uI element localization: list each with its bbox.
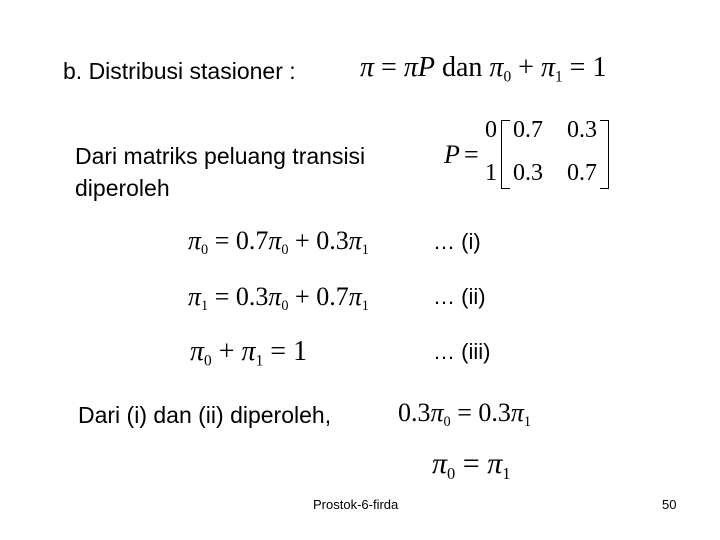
matrix-p-label: P bbox=[444, 140, 460, 169]
coefficient: 0.3 bbox=[478, 398, 511, 427]
subscript: 0 bbox=[503, 68, 512, 86]
stationary-equation bbox=[360, 52, 606, 84]
subscript: 1 bbox=[554, 68, 563, 86]
coefficient: 0.7 bbox=[316, 282, 349, 311]
coefficient: 0.3 bbox=[398, 398, 431, 427]
subscript: 0 bbox=[201, 242, 209, 258]
matrix-right-bracket bbox=[600, 120, 609, 189]
matrix-intro-line2: diperoleh bbox=[75, 175, 170, 201]
page-number: 50 bbox=[662, 497, 677, 512]
dan-word: dan bbox=[441, 52, 483, 83]
coefficient: 0.3 bbox=[235, 282, 269, 311]
equals-sign: = bbox=[569, 52, 586, 83]
one-value: 1 bbox=[592, 52, 607, 83]
equation-iii: $\pi_0 + \pi_1 = 1$ bbox=[190, 336, 308, 370]
matrix-left-bracket bbox=[501, 120, 510, 189]
matrix-cell: 0.3 bbox=[567, 117, 597, 143]
footer-source: Prostok-6-firda bbox=[313, 497, 399, 512]
matrix-cell: 0.7 bbox=[567, 160, 597, 186]
subscript: 1 bbox=[361, 298, 369, 314]
coefficient: 0.7 bbox=[235, 226, 269, 255]
pi-symbol: π bbox=[540, 52, 555, 83]
heading-text: b. Distribusi stasioner : bbox=[63, 58, 296, 84]
pi-symbol: π bbox=[489, 52, 504, 83]
subscript: 1 bbox=[523, 414, 532, 430]
conclusion-equation-1: $0.3\pi_0 = 0.3\pi_1$ bbox=[398, 398, 532, 430]
equation-label-iii: … (iii) bbox=[433, 339, 491, 364]
subscript: 0 bbox=[281, 242, 289, 258]
coefficient: 0.3 bbox=[316, 226, 349, 255]
subscript: 1 bbox=[255, 352, 264, 370]
equation-label-i: … (i) bbox=[433, 229, 481, 254]
subscript: 0 bbox=[281, 298, 289, 314]
pi-symbol: π bbox=[360, 52, 375, 83]
equation-label-ii: … (ii) bbox=[433, 284, 486, 309]
conclusion-equation-2: $\pi_0 = \pi_1$ bbox=[432, 447, 511, 483]
matrix-cell: 0.3 bbox=[513, 160, 543, 186]
plus-sign: + bbox=[518, 52, 534, 83]
subscript: 1 bbox=[201, 298, 209, 314]
pi-symbol: π bbox=[403, 52, 418, 83]
row-label-1: 1 bbox=[485, 160, 497, 186]
subscript: 0 bbox=[204, 352, 212, 370]
equals-sign: = bbox=[381, 52, 397, 83]
matrix-cell: 0.7 bbox=[513, 117, 543, 143]
matrix-p-symbol: P bbox=[417, 52, 435, 83]
subscript: 0 bbox=[447, 463, 456, 483]
subscript: 1 bbox=[361, 242, 369, 258]
subscript: 0 bbox=[443, 414, 451, 430]
matrix-equals: = bbox=[464, 140, 479, 169]
conclusion-text: Dari (i) dan (ii) diperoleh, bbox=[78, 402, 332, 428]
one-value: 1 bbox=[293, 336, 308, 367]
matrix-intro-line1: Dari matriks peluang transisi bbox=[75, 143, 366, 169]
row-label-0: 0 bbox=[485, 117, 497, 143]
equation-ii: $\pi_1 = 0.3\pi_0 + 0.7\pi_1$ bbox=[188, 282, 369, 314]
equation-i: $\pi_0 = 0.7\pi_0 + 0.3\pi_1$ bbox=[188, 226, 369, 258]
subscript: 1 bbox=[502, 463, 511, 483]
